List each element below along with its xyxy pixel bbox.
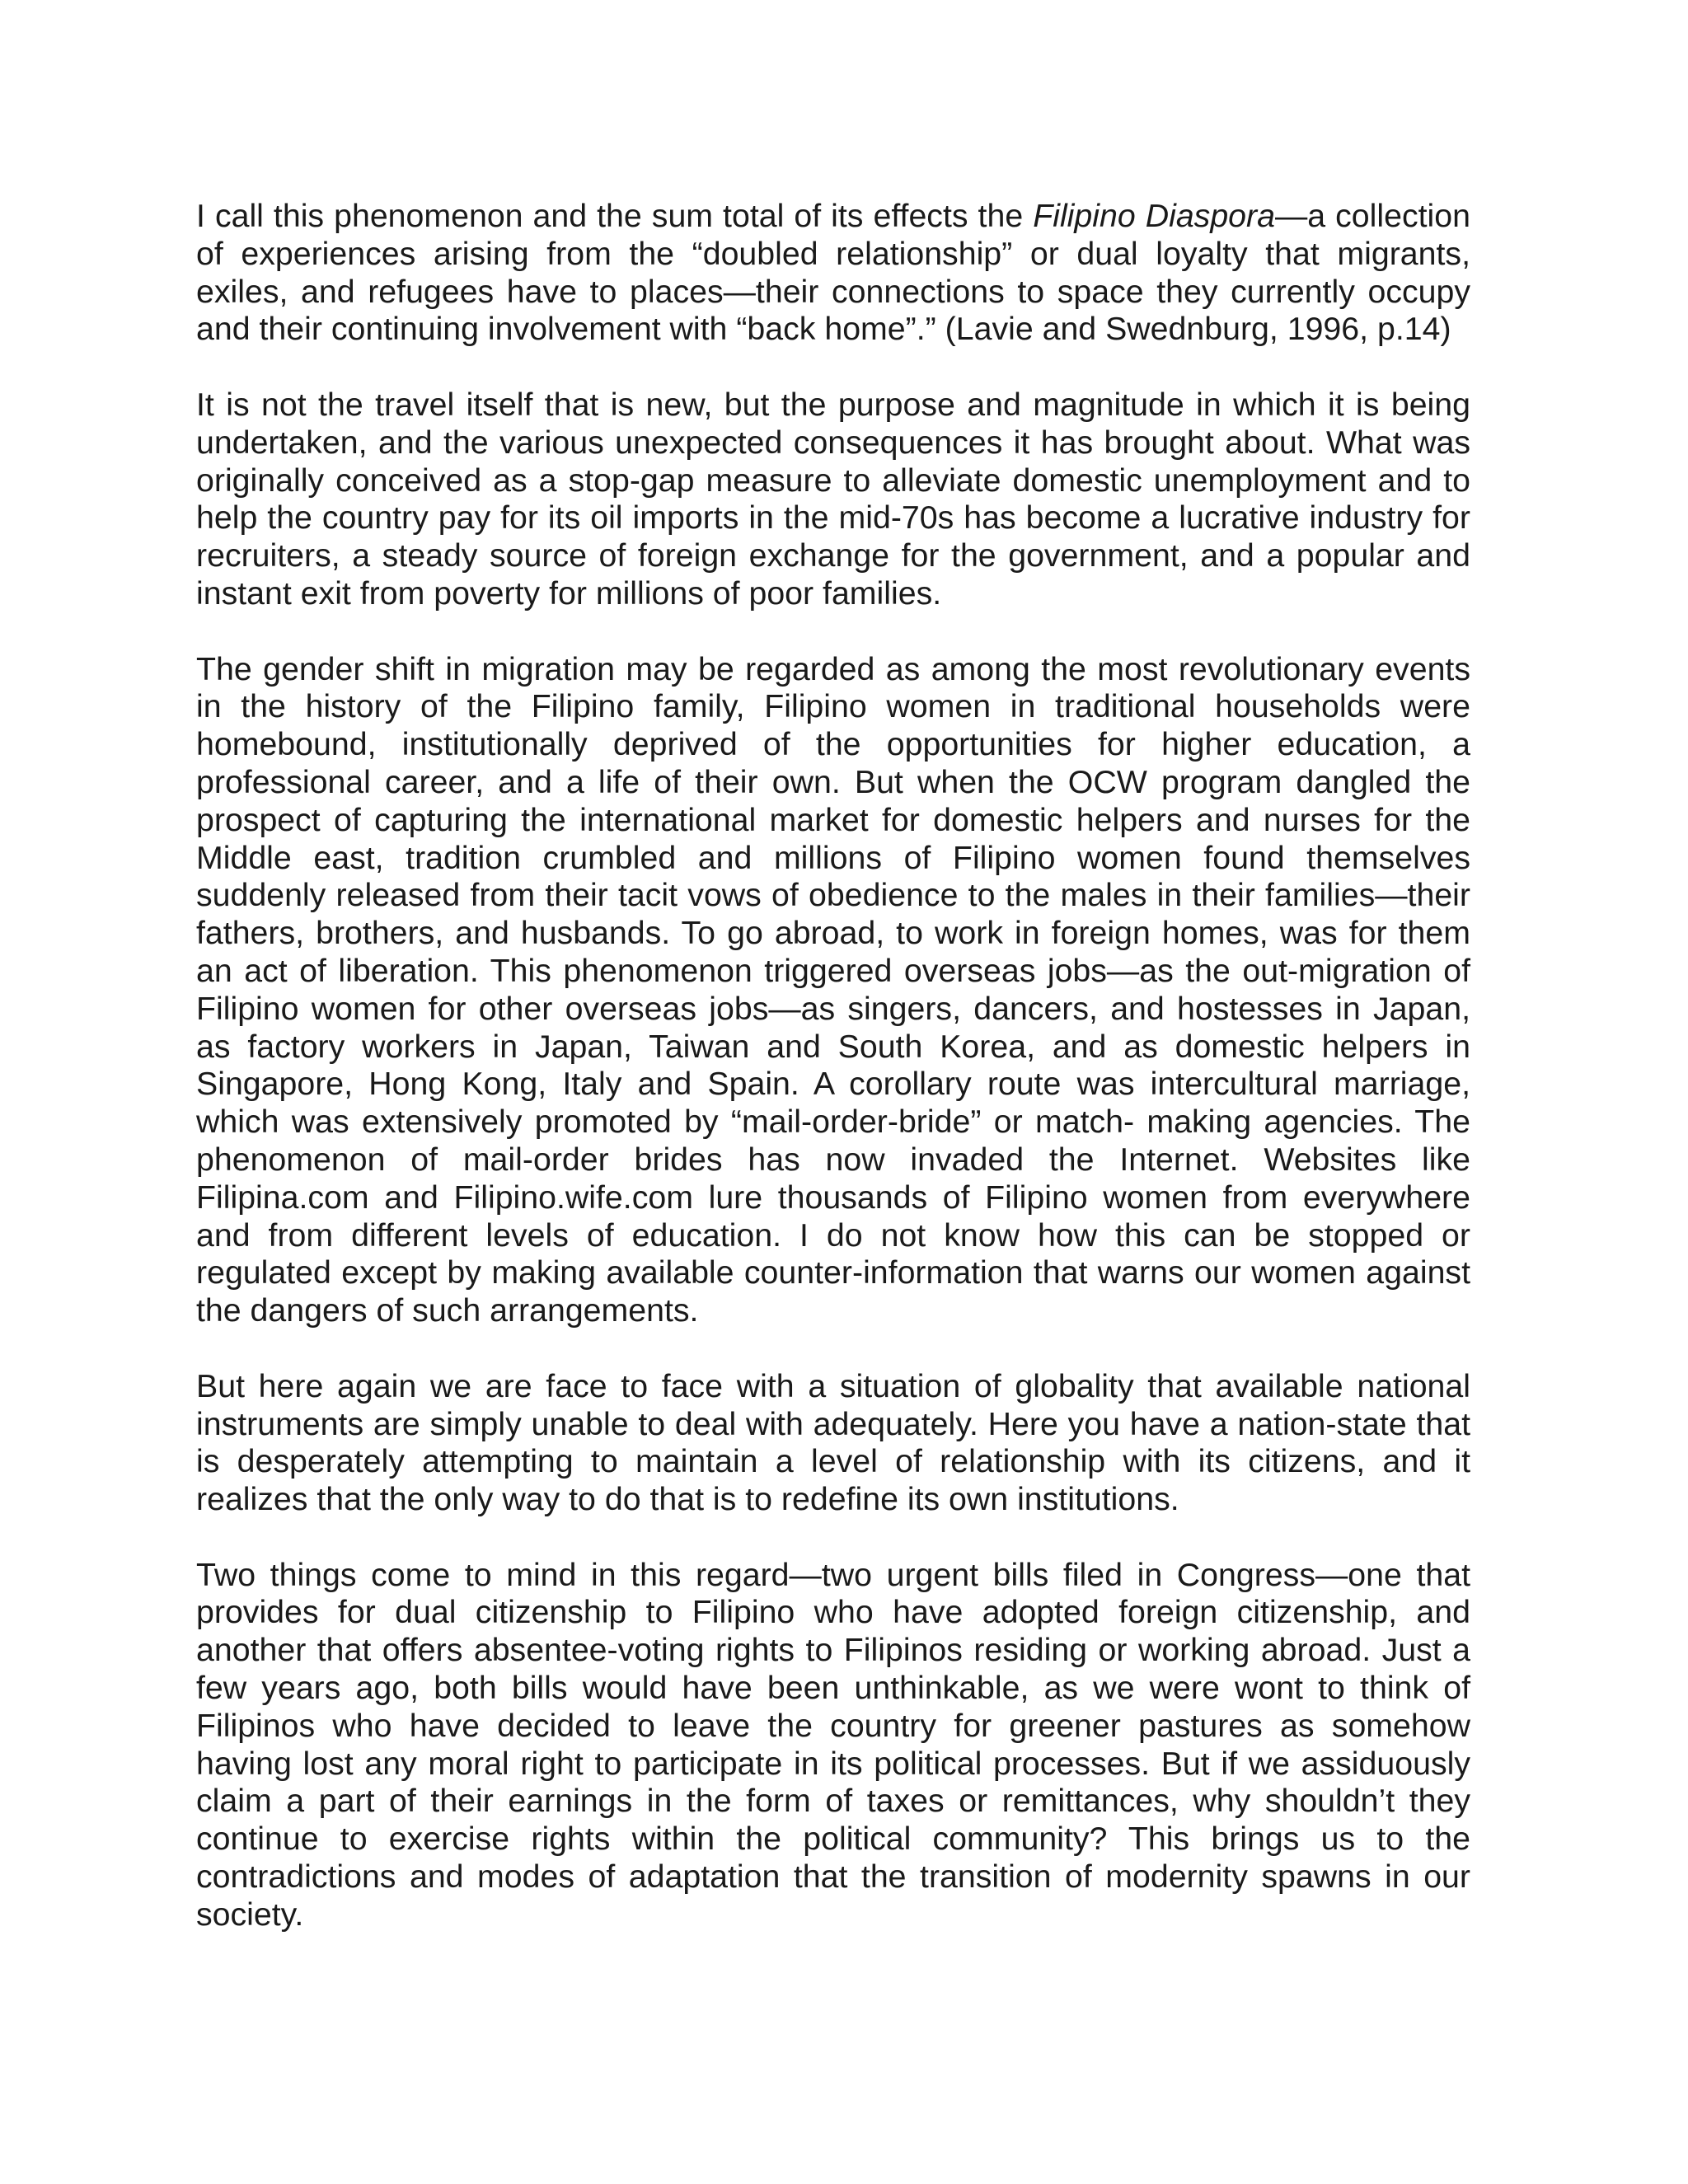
paragraph-travel: It is not the travel itself that is new, but the purpose and magnitude in which it is being undertaken, and the various unexpected consequences it has brought about. What was originally conceived as a stop-gap measure to alleviate domestic unemployment and to help the country pay for its oil imports in the mid-70s has become a lucrative industry for recruiters, a steady source of foreign exchange for the government, and a popular and instant exit from poverty for millions of poor families. xyxy=(196,386,1470,612)
paragraph-globality: But here again we are face to face with a situation of globality that available national instruments are simply unable to deal with adequately. Here you have a nation-state that is desperately attempting to maintain a level of relationship with its citizens, and it realizes that the only way to do that is to redefine its own institutions. xyxy=(196,1367,1470,1518)
paragraph-text: —a collection of experiences arising from the “doubled relationship” or dual loyalty that migrants, exiles, and refugees have to places—their connections to space they currently occupy and their continuing involvement with “back home”.” (Lavie and Swednburg, 1996, p.14) xyxy=(196,198,1470,348)
paragraph-bills: Two things come to mind in this regard—two urgent bills filed in Congress—one that provides for dual citizenship to Filipino who have adopted foreign citizenship, and another that offers absentee-voting rights to Filipinos residing or working abroad. Just a few years ago, both bills would have been unthinkable, as we were wont to think of Filipinos who have decided to leave the country for greener pastures as somehow having lost any moral right to participate in its political processes. But if we assiduously claim a part of their earnings in the form of taxes or remittances, why shouldn’t they continue to exercise rights within the political community? This brings us to the contradictions and modes of adaptation that the transition of modernity spawns in our society. xyxy=(196,1556,1470,1933)
paragraph-gender-shift: The gender shift in migration may be regarded as among the most revolutionary events in the history of the Filipino family, Filipino women in traditional households were homebound, institutionally deprived of the opportunities for higher education, a professional career, and a life of their own. But when the OCW program dangled the prospect of capturing the international market for domestic helpers and nurses for the Middle east, tradition crumbled and millions of Filipino women found themselves suddenly released from their tacit vows of obedience to the males in their families—their fathers, brothers, and husbands. To go abroad, to work in foreign homes, was for them an act of liberation. This phenomenon triggered overseas jobs—as the out-migration of Filipino women for other overseas jobs—as singers, dancers, and hostesses in Japan, as factory workers in Japan, Taiwan and South Korea, and as domestic helpers in Singapore, Hong Kong, Italy and Spain. A corollary route was intercultural marriage, which was extensively promoted by “mail-order-bride” or match- making agencies. The phenomenon of mail-order brides has now invaded the Internet. Websites like Filipina.com and Filipino.wife.com lure thousands of Filipino women from everywhere and from different levels of education. I do not know how this can be stopped or regulated except by making available counter-information that warns our women against the dangers of such arrangements. xyxy=(196,650,1470,1329)
paragraph-text: I call this phenomenon and the sum total of its effects the xyxy=(196,198,1034,234)
emphasis-term: Filipino Diaspora xyxy=(1033,198,1275,234)
document-page xyxy=(196,198,1470,1934)
paragraph-diaspora-quote xyxy=(196,198,1470,349)
